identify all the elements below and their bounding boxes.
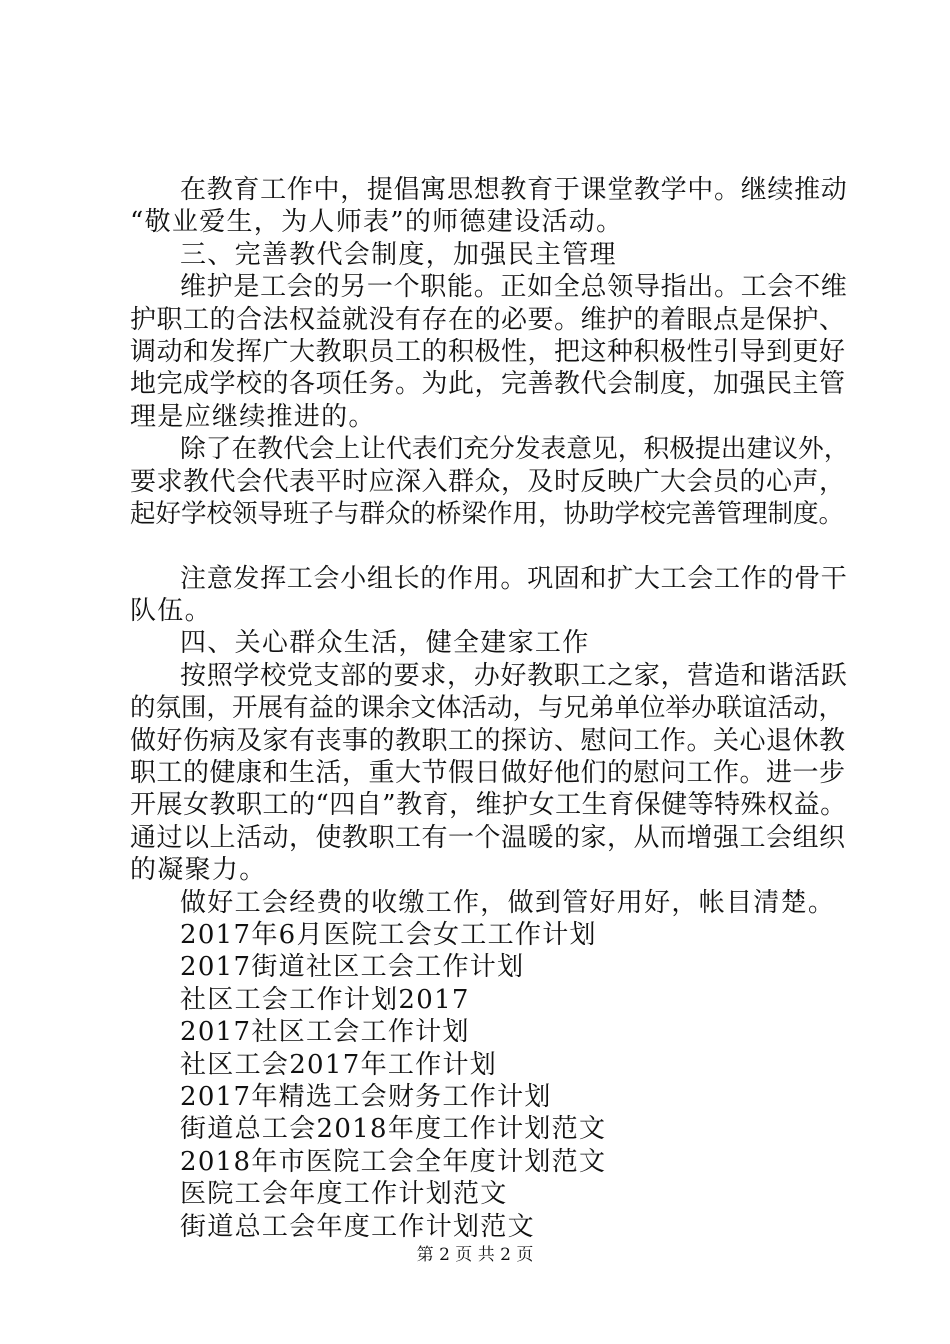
page-number-footer: 第 2 页 共 2 页 xyxy=(416,1245,534,1265)
paragraph-line: 的凝聚力。 xyxy=(130,855,267,886)
paragraph-line: “敬业爱生，为人师表”的师德建设活动。 xyxy=(130,207,624,238)
paragraph-line: 调动和发挥广大教职员工的积极性，把这种积极性引导到更好 xyxy=(130,336,846,367)
document-body xyxy=(130,174,850,1243)
paragraph-line: 做好工会经费的收缴工作，做到管好用好，帐目清楚。 xyxy=(180,887,836,918)
paragraph-line: 要求教代会代表平时应深入群众，及时反映广大会员的心声， xyxy=(130,466,846,497)
related-link[interactable]: 社区工会工作计划2017 xyxy=(180,984,470,1015)
paragraph-line: 理是应继续推进的。 xyxy=(130,401,376,432)
paragraph-line: 注意发挥工会小组长的作用。巩固和扩大工会工作的骨干 xyxy=(180,563,848,594)
related-link[interactable]: 2017社区工会工作计划 xyxy=(180,1017,470,1048)
paragraph-line: 除了在教代会上让代表们充分发表意见，积极提出建议外， xyxy=(180,434,850,465)
section-heading: 三、完善教代会制度，加强民主管理 xyxy=(180,239,617,270)
paragraph-line: 的氛围，开展有益的课余文体活动，与兄弟单位举办联谊活动， xyxy=(130,693,845,724)
paragraph-line: 做好伤病及家有丧事的教职工的探访、慰问工作。关心退休教 xyxy=(130,725,846,756)
paragraph-line: 地完成学校的各项任务。为此，完善教代会制度，加强民主管 xyxy=(130,369,846,400)
paragraph-line: 按照学校党支部的要求，办好教职工之家，营造和谐活跃 xyxy=(180,660,848,691)
related-link[interactable]: 2018年市医院工会全年度计划范文 xyxy=(180,1146,607,1177)
related-link[interactable]: 街道总工会年度工作计划范文 xyxy=(180,1211,535,1242)
paragraph-line: 护职工的合法权益就没有存在的必要。维护的着眼点是保护、 xyxy=(130,304,846,335)
related-link[interactable]: 街道总工会2018年度工作计划范文 xyxy=(180,1114,607,1145)
section-heading: 四、关心群众生活，健全建家工作 xyxy=(180,628,590,659)
paragraph-spacer xyxy=(130,530,850,562)
paragraph-line: 职工的健康和生活，重大节假日做好他们的慰问工作。进一步 xyxy=(130,758,846,789)
related-link[interactable]: 2017年6月医院工会女工工作计划 xyxy=(180,919,597,950)
paragraph-line: 维护是工会的另一个职能。正如全总领导指出。工会不维 xyxy=(180,272,848,303)
related-link[interactable]: 2017街道社区工会工作计划 xyxy=(180,952,525,983)
related-link[interactable]: 医院工会年度工作计划范文 xyxy=(180,1179,508,1210)
paragraph-line: 队伍。 xyxy=(130,596,212,627)
paragraph-line: 在教育工作中，提倡寓思想教育于课堂教学中。继续推动 xyxy=(180,175,848,205)
related-link[interactable]: 2017年精选工会财务工作计划 xyxy=(180,1081,552,1112)
paragraph-line: 开展女教职工的“四自”教育，维护女工生育保健等特殊权益。 xyxy=(130,790,847,821)
paragraph-line: 通过以上活动，使教职工有一个温暖的家，从而增强工会组织 xyxy=(130,822,846,853)
paragraph-line: 起好学校领导班子与群众的桥梁作用，协助学校完善管理制度。 xyxy=(130,498,845,529)
related-link[interactable]: 社区工会2017年工作计划 xyxy=(180,1049,498,1080)
